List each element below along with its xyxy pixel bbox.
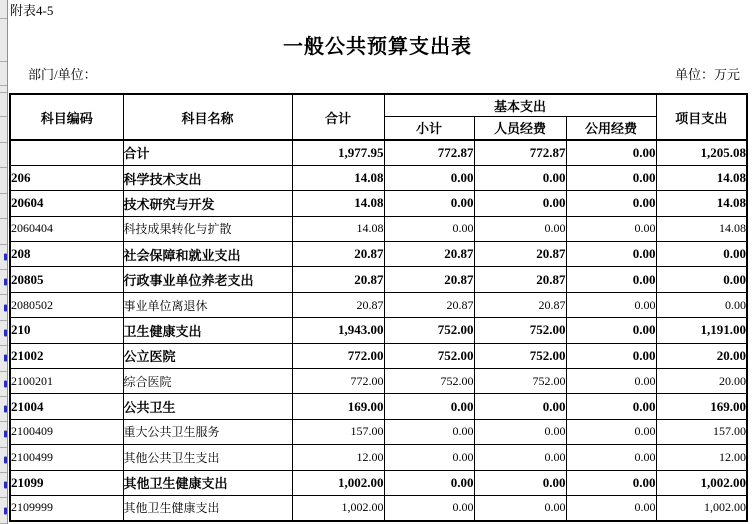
- cell-personnel[interactable]: 0.00: [474, 394, 566, 419]
- row-header-cell[interactable]: [0, 422, 7, 447]
- col-header-basic-subtotal[interactable]: 小计: [384, 116, 474, 140]
- row-header-cell[interactable]: [0, 0, 7, 19]
- cell-total[interactable]: 20.87: [292, 242, 384, 267]
- page-title: 一般公共预算支出表: [283, 36, 472, 58]
- cell-subject-name[interactable]: 重大公共卫生服务: [123, 419, 292, 444]
- cell-subject-code[interactable]: 2100409: [10, 419, 123, 444]
- row-header-cell[interactable]: [0, 117, 7, 143]
- cell-project[interactable]: 0.00: [656, 242, 747, 267]
- cell-public-funds[interactable]: 0.00: [566, 191, 656, 216]
- cell-project[interactable]: 14.08: [656, 216, 747, 241]
- unit-of-measure-label: 单位：万元: [674, 67, 740, 82]
- cell-total[interactable]: 772.00: [292, 343, 384, 368]
- row-number-fragment: [4, 431, 7, 438]
- cell-total[interactable]: 1,977.95: [292, 140, 384, 165]
- cell-subject-code[interactable]: 2100201: [10, 369, 123, 394]
- cell-personnel[interactable]: 772.87: [474, 140, 566, 165]
- cell-subject-code[interactable]: 2080502: [10, 292, 123, 317]
- cell-public-funds[interactable]: 0.00: [566, 470, 656, 495]
- row-header-cell[interactable]: [0, 321, 7, 346]
- cell-personnel[interactable]: 0.00: [474, 495, 566, 520]
- table-row: [10, 445, 747, 470]
- department-unit-label: 部门/单位：: [28, 67, 97, 82]
- cell-subject-code[interactable]: 21099: [10, 470, 123, 495]
- cell-public-funds[interactable]: 0.00: [566, 394, 656, 419]
- table-body: [10, 140, 747, 521]
- cell-subject-code[interactable]: 206: [10, 165, 123, 190]
- cell-project[interactable]: 14.08: [656, 191, 747, 216]
- cell-public-funds[interactable]: 0.00: [566, 216, 656, 241]
- row-header-cell[interactable]: [0, 219, 7, 244]
- cell-subject-name[interactable]: 科学技术支出: [123, 165, 292, 190]
- cell-public-funds[interactable]: 0.00: [566, 140, 656, 165]
- row-header-cell[interactable]: [0, 245, 7, 270]
- row-number-fragment: [4, 482, 7, 489]
- row-header-cell[interactable]: [0, 473, 7, 498]
- row-number-fragment: [4, 304, 7, 311]
- cell-personnel[interactable]: 0.00: [474, 216, 566, 241]
- cell-public-funds[interactable]: 0.00: [566, 267, 656, 292]
- cell-personnel[interactable]: 20.87: [474, 267, 566, 292]
- table-row: [10, 191, 747, 216]
- cell-public-funds[interactable]: 0.00: [566, 495, 656, 520]
- row-header-cell[interactable]: [0, 194, 7, 219]
- cell-personnel[interactable]: 0.00: [474, 445, 566, 470]
- col-header-subject-name[interactable]: 科目名称: [123, 94, 292, 140]
- cell-basic-subtotal[interactable]: 752.00: [384, 369, 474, 394]
- table-row: [10, 394, 747, 419]
- row-number-fragment: [4, 253, 7, 260]
- cell-personnel[interactable]: 752.00: [474, 343, 566, 368]
- table-row: [10, 419, 747, 444]
- cell-public-funds[interactable]: 0.00: [566, 343, 656, 368]
- cell-subject-name[interactable]: 公共卫生: [123, 394, 292, 419]
- table-row: [10, 495, 747, 520]
- row-number-fragment: [4, 279, 7, 286]
- cell-subject-name[interactable]: 社会保障和就业支出: [123, 242, 292, 267]
- cell-subject-name[interactable]: 其他卫生健康支出: [123, 495, 292, 520]
- col-header-total[interactable]: 合计: [292, 94, 384, 140]
- cell-basic-subtotal[interactable]: 20.87: [384, 292, 474, 317]
- col-header-basic-expenditure-group[interactable]: 基本支出: [384, 94, 656, 116]
- cell-subject-name[interactable]: 卫生健康支出: [123, 318, 292, 343]
- cell-basic-subtotal[interactable]: 752.00: [384, 318, 474, 343]
- cell-basic-subtotal[interactable]: 0.00: [384, 394, 474, 419]
- row-header-cell[interactable]: [0, 448, 7, 473]
- cell-project[interactable]: 1,205.08: [656, 140, 747, 165]
- cell-project[interactable]: 169.00: [656, 394, 747, 419]
- cell-basic-subtotal[interactable]: 0.00: [384, 495, 474, 520]
- cell-project[interactable]: 0.00: [656, 292, 747, 317]
- cell-subject-code[interactable]: 20604: [10, 191, 123, 216]
- budget-table: [9, 93, 748, 522]
- cell-basic-subtotal[interactable]: 772.87: [384, 140, 474, 165]
- cell-public-funds[interactable]: 0.00: [566, 165, 656, 190]
- cell-project[interactable]: 0.00: [656, 267, 747, 292]
- cell-subject-code[interactable]: 2109999: [10, 495, 123, 520]
- appendix-label: 附表4-5: [10, 3, 54, 18]
- cell-subject-code[interactable]: 210: [10, 318, 123, 343]
- cell-basic-subtotal[interactable]: 20.87: [384, 242, 474, 267]
- cell-public-funds[interactable]: 0.00: [566, 419, 656, 444]
- cell-subject-name[interactable]: 科技成果转化与扩散: [123, 216, 292, 241]
- cell-total[interactable]: 14.08: [292, 165, 384, 190]
- cell-public-funds[interactable]: 0.00: [566, 318, 656, 343]
- row-number-fragment: [4, 380, 7, 387]
- cell-personnel[interactable]: 752.00: [474, 318, 566, 343]
- row-header-cell[interactable]: [0, 295, 7, 320]
- cell-subject-code[interactable]: 2100499: [10, 445, 123, 470]
- table-row: [10, 318, 747, 343]
- table-row: [10, 216, 747, 241]
- row-number-fragment: [4, 507, 7, 514]
- cell-basic-subtotal[interactable]: 752.00: [384, 343, 474, 368]
- row-number-fragment: [4, 456, 7, 463]
- table-row: [10, 165, 747, 190]
- table-row: [10, 267, 747, 292]
- row-header-cell[interactable]: [0, 86, 7, 93]
- cell-subject-name[interactable]: 综合医院: [123, 369, 292, 394]
- cell-total[interactable]: 1,943.00: [292, 318, 384, 343]
- cell-personnel[interactable]: 20.87: [474, 292, 566, 317]
- cell-personnel[interactable]: 0.00: [474, 165, 566, 190]
- row-header-cell[interactable]: [0, 498, 7, 523]
- cell-basic-subtotal[interactable]: 20.87: [384, 267, 474, 292]
- cell-public-funds[interactable]: 0.00: [566, 445, 656, 470]
- cell-project[interactable]: 14.08: [656, 165, 747, 190]
- budget-table-wrap: [9, 93, 748, 522]
- cell-total[interactable]: 12.00: [292, 445, 384, 470]
- cell-basic-subtotal[interactable]: 0.00: [384, 191, 474, 216]
- cell-basic-subtotal[interactable]: 0.00: [384, 419, 474, 444]
- cell-subject-code[interactable]: 21004: [10, 394, 123, 419]
- cell-subject-name[interactable]: 行政事业单位养老支出: [123, 267, 292, 292]
- row-number-fragment: [4, 406, 7, 413]
- table-row: [10, 292, 747, 317]
- cell-subject-code[interactable]: 20805: [10, 267, 123, 292]
- col-header-personnel-funds[interactable]: 人员经费: [474, 116, 566, 140]
- table-row: [10, 242, 747, 267]
- cell-basic-subtotal[interactable]: 0.00: [384, 445, 474, 470]
- table-row: [10, 343, 747, 368]
- cell-public-funds[interactable]: 0.00: [566, 242, 656, 267]
- cell-project[interactable]: 20.00: [656, 343, 747, 368]
- cell-personnel[interactable]: 0.00: [474, 191, 566, 216]
- table-row: [10, 369, 747, 394]
- cell-project[interactable]: 157.00: [656, 419, 747, 444]
- cell-project[interactable]: 1,191.00: [656, 318, 747, 343]
- cell-personnel[interactable]: 0.00: [474, 419, 566, 444]
- table-row: [10, 140, 747, 165]
- cell-total[interactable]: 157.00: [292, 419, 384, 444]
- cell-subject-code[interactable]: 21002: [10, 343, 123, 368]
- cell-subject-code[interactable]: 2060404: [10, 216, 123, 241]
- cell-total[interactable]: 772.00: [292, 369, 384, 394]
- cell-subject-name[interactable]: 合计: [123, 140, 292, 165]
- row-header-cell[interactable]: [0, 346, 7, 371]
- row-header-cell[interactable]: [0, 93, 7, 117]
- cell-total[interactable]: 20.87: [292, 267, 384, 292]
- cell-basic-subtotal[interactable]: 0.00: [384, 216, 474, 241]
- cell-project[interactable]: 20.00: [656, 369, 747, 394]
- row-header-cell[interactable]: [0, 270, 7, 295]
- cell-personnel[interactable]: 0.00: [474, 470, 566, 495]
- cell-subject-name[interactable]: 技术研究与开发: [123, 191, 292, 216]
- table-row: [10, 470, 747, 495]
- row-header-cell[interactable]: [0, 397, 7, 422]
- col-header-project-expenditure[interactable]: 项目支出: [656, 94, 747, 140]
- cell-public-funds[interactable]: 0.00: [566, 369, 656, 394]
- cell-basic-subtotal[interactable]: 0.00: [384, 165, 474, 190]
- cell-subject-code[interactable]: [10, 140, 123, 165]
- row-number-fragment: [4, 329, 7, 336]
- col-header-subject-code[interactable]: 科目编码: [10, 94, 123, 140]
- cell-personnel[interactable]: 20.87: [474, 242, 566, 267]
- cell-total[interactable]: 14.08: [292, 191, 384, 216]
- cell-project[interactable]: 1,002.00: [656, 470, 747, 495]
- cell-total[interactable]: 20.87: [292, 292, 384, 317]
- col-header-public-funds[interactable]: 公用经费: [566, 116, 656, 140]
- cell-personnel[interactable]: 752.00: [474, 369, 566, 394]
- cell-subject-name[interactable]: 公立医院: [123, 343, 292, 368]
- cell-total[interactable]: 14.08: [292, 216, 384, 241]
- cell-subject-name[interactable]: 其他卫生健康支出: [123, 470, 292, 495]
- row-header-cell[interactable]: [0, 143, 7, 168]
- cell-project[interactable]: 1,002.00: [656, 495, 747, 520]
- row-header-cell[interactable]: [0, 168, 7, 193]
- cell-subject-code[interactable]: 208: [10, 242, 123, 267]
- cell-total[interactable]: 1,002.00: [292, 470, 384, 495]
- row-header-cell[interactable]: [0, 62, 7, 86]
- cell-total[interactable]: 169.00: [292, 394, 384, 419]
- cell-project[interactable]: 12.00: [656, 445, 747, 470]
- cell-subject-name[interactable]: 其他公共卫生支出: [123, 445, 292, 470]
- row-header-cell[interactable]: [0, 19, 7, 62]
- row-header-cell[interactable]: [0, 372, 7, 397]
- cell-public-funds[interactable]: 0.00: [566, 292, 656, 317]
- row-header-strip[interactable]: [0, 0, 8, 524]
- cell-total[interactable]: 1,002.00: [292, 495, 384, 520]
- cell-subject-name[interactable]: 事业单位离退休: [123, 292, 292, 317]
- cell-basic-subtotal[interactable]: 0.00: [384, 470, 474, 495]
- row-number-fragment: [4, 355, 7, 362]
